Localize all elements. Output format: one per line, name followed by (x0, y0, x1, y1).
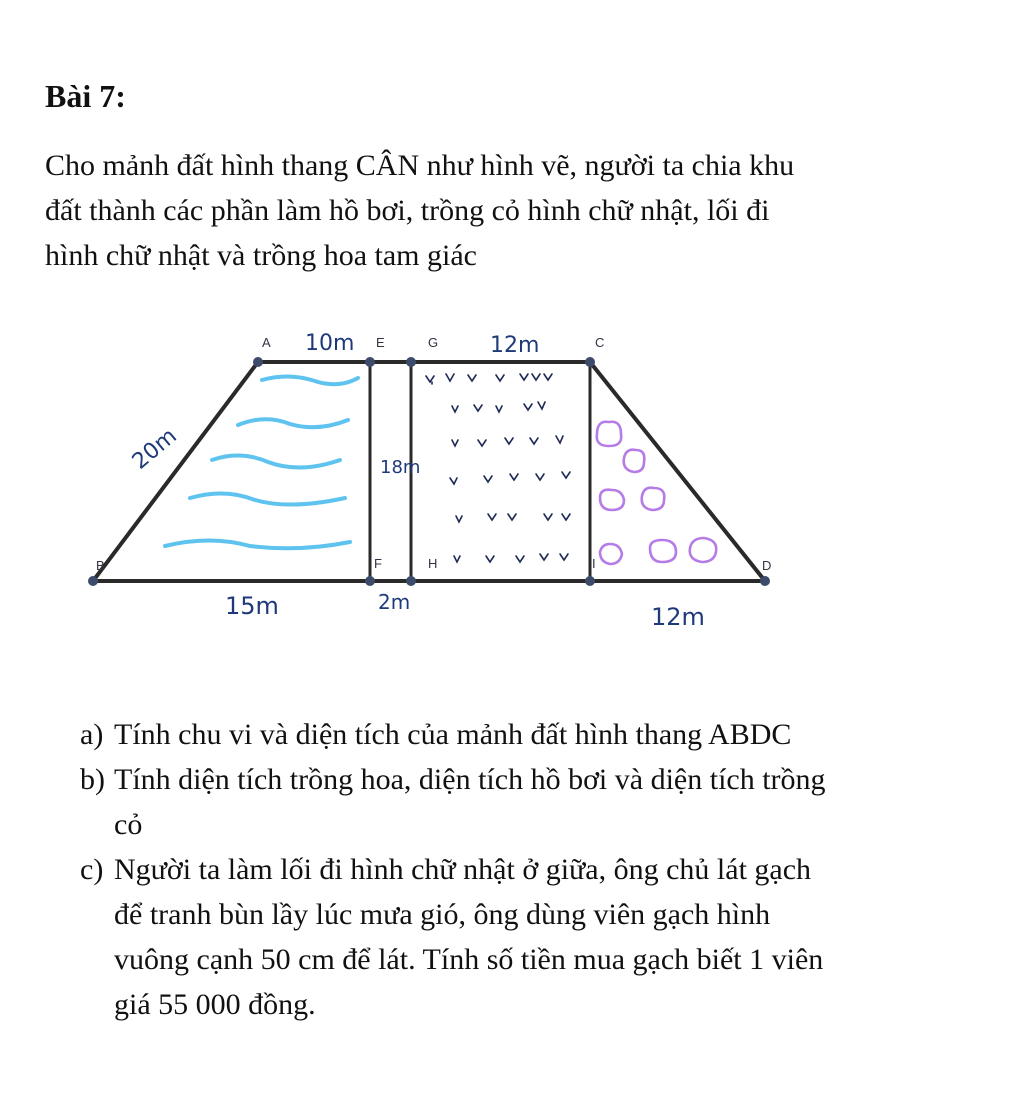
label-g: G (428, 335, 439, 350)
label-i: I (592, 556, 596, 571)
question-text: Người ta làm lối đi hình chữ nhật ở giữa, ông chủ lát gạch (114, 853, 812, 886)
question-marker: b) (80, 763, 105, 796)
point-d (760, 576, 770, 586)
question-c (80, 847, 980, 1027)
pool-water (165, 376, 358, 548)
label-d: D (762, 558, 772, 573)
question-text: cỏ (114, 808, 143, 841)
point-i (585, 576, 595, 586)
measure-fh: 2m (378, 590, 411, 614)
point-a (253, 357, 263, 367)
trapezoid-diagram (0, 320, 1024, 650)
measure-id: 12m (651, 603, 705, 631)
measure-ab: 20m (127, 423, 182, 475)
point-h (406, 576, 416, 586)
question-text: để tranh bùn lầy lúc mưa gió, ông dùng viên gạch hình (114, 898, 771, 931)
point-e (365, 357, 375, 367)
question-marker: a) (80, 718, 104, 751)
question-b (80, 757, 980, 847)
label-e: E (376, 335, 385, 350)
intro-line: Cho mảnh đất hình thang CÂN như hình vẽ, người ta chia khu (45, 149, 795, 182)
question-text: Tính chu vi và diện tích của mảnh đất hình thang ABDC (114, 718, 792, 751)
label-c: C (595, 335, 605, 350)
point-b (88, 576, 98, 586)
intro-line: hình chữ nhật và trồng hoa tam giác (45, 239, 477, 272)
grass-area (426, 374, 570, 562)
label-b: B (96, 558, 105, 573)
measure-gc: 12m (490, 333, 540, 358)
question-text: Tính diện tích trồng hoa, diện tích hồ bơi và diện tích trồng (114, 763, 826, 796)
question-a (80, 712, 980, 757)
point-g (406, 357, 416, 367)
measure-bf: 15m (225, 592, 279, 620)
intro-line: đất thành các phần làm hồ bơi, trồng cỏ hình chữ nhật, lối đi (45, 194, 770, 227)
exercise-title: Bài 7: (45, 78, 126, 114)
label-h: H (428, 556, 438, 571)
problem-statement (45, 143, 985, 278)
question-text: giá 55 000 đồng. (114, 988, 316, 1021)
label-f: F (374, 556, 382, 571)
measure-ae: 10m (305, 331, 355, 356)
label-a: A (262, 335, 271, 350)
question-text: vuông cạnh 50 cm để lát. Tính số tiền mua gạch biết 1 viên (114, 943, 824, 976)
question-marker: c) (80, 853, 104, 886)
point-c (585, 357, 595, 367)
point-f (365, 576, 375, 586)
measure-ef: 18m (380, 457, 421, 478)
questions-list (80, 712, 980, 1027)
